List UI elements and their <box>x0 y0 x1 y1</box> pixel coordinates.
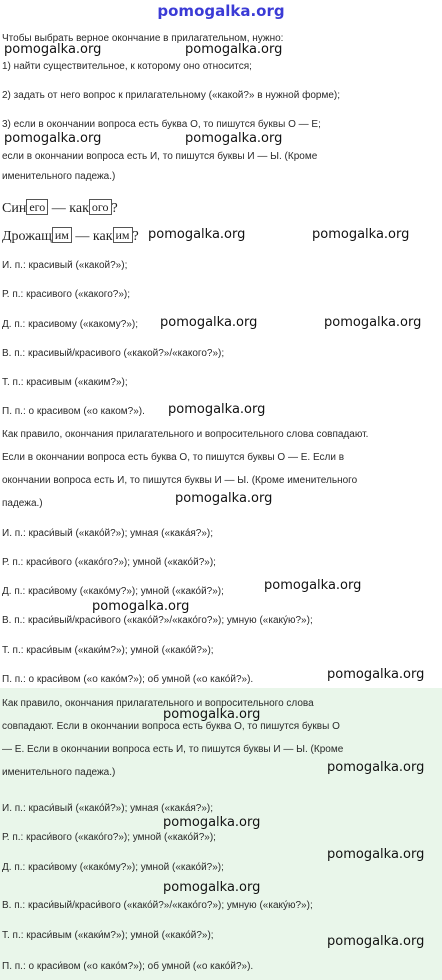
watermark: pomogalka.org <box>163 707 261 722</box>
question-mark: ? <box>132 229 139 244</box>
watermark: pomogalka.org <box>324 315 422 330</box>
question-mark: ? <box>111 201 118 216</box>
rule-line: Как правило, окончания прилагательного и вопросительного слова <box>2 698 314 709</box>
case-line: Т. п.: красивым («каким?»); <box>2 377 128 388</box>
case-line: В. п.: красивый/красивого («какой?»/«какого?»); <box>2 348 225 359</box>
case-line: Д. п.: красивому («какому?»); <box>2 319 139 330</box>
case-line: Р. п.: краси́вого («како́го?»); умной («како́й?»); <box>2 832 216 843</box>
watermark: pomogalka.org <box>4 131 102 146</box>
watermark: pomogalka.org <box>168 402 266 417</box>
watermark: pomogalka.org <box>163 815 261 830</box>
watermark: pomogalka.org <box>185 131 283 146</box>
case-line: Р. п.: краси́вого («како́го?»); умной («како́й?»); <box>2 557 216 568</box>
watermark: pomogalka.org <box>327 760 425 775</box>
intro-step-2: 2) задать от него вопрос к прилагательному («какой?» в нужной форме); <box>2 90 341 101</box>
rule-line: Как правило, окончания прилагательного и вопросительного слова совпадают. <box>2 429 369 440</box>
case-line: В. п.: краси́вый/краси́вого («како́й?»/«како́го?»); умную («каку́ю?»); <box>2 615 313 626</box>
case-line: Д. п.: краси́вому («како́му?»); умной («како́й?»); <box>2 862 224 873</box>
intro-step-3: 3) если в окончании вопроса есть буква О, то пишутся буквы О — Е; <box>2 119 321 130</box>
watermark: pomogalka.org <box>327 934 425 949</box>
case-line: П. п.: о краси́вом («о како́м?»); об умной («о како́й?»). <box>2 961 254 972</box>
watermark: pomogalka.org <box>160 315 258 330</box>
site-header-logo[interactable]: pomogalka.org <box>157 2 285 20</box>
watermark: pomogalka.org <box>92 599 190 614</box>
case-line: П. п.: о краси́вом («о како́м?»); об умной («о како́й?»). <box>2 674 254 685</box>
rule-line: совпадают. Если в окончании вопроса есть буква О, то пишутся буквы О <box>2 721 340 732</box>
ending-box: им <box>52 227 72 243</box>
intro-step-3-cont: если в окончании вопроса есть И, то пишутся буквы И — Ы. (Кроме <box>2 151 318 162</box>
case-line: Т. п.: краси́вым («каки́м?»); умной («како́й?»); <box>2 930 214 941</box>
rule-line: — Е. Если в окончании вопроса есть И, то пишутся буквы И — Ы. (Кроме <box>2 744 344 755</box>
watermark: pomogalka.org <box>264 578 362 593</box>
rule-line: Если в окончании вопроса есть буква О, то пишутся буквы О — Е. Если в <box>2 452 345 463</box>
case-line: И. п.: красивый («какой?»); <box>2 260 128 271</box>
intro-step-1: 1) найти существительное, к которому оно относится; <box>2 61 252 72</box>
watermark: pomogalka.org <box>327 667 425 682</box>
intro-step-3-cont2: именительного падежа.) <box>2 171 116 182</box>
rule-line: падежа.) <box>2 498 43 509</box>
question-ending-box: ого <box>89 199 112 215</box>
watermark: pomogalka.org <box>148 227 246 242</box>
example-row-2 <box>2 227 139 245</box>
watermark: pomogalka.org <box>327 847 425 862</box>
case-line: Д. п.: краси́вому («како́му?»); умной («како́й?»); <box>2 586 224 597</box>
watermark: pomogalka.org <box>4 42 102 57</box>
example-stem: Син <box>2 201 27 216</box>
watermark: pomogalka.org <box>312 227 410 242</box>
case-line: И. п.: краси́вый («како́й?»); умная («кака́я?»); <box>2 803 214 814</box>
example-question: — как <box>71 229 113 244</box>
rule-line: именительного падежа.) <box>2 767 116 778</box>
case-line: П. п.: о красивом («о каком?»). <box>2 406 145 417</box>
watermark: pomogalka.org <box>175 491 273 506</box>
watermark: pomogalka.org <box>163 880 261 895</box>
example-stem: Дрожащ <box>2 229 52 244</box>
ending-box: его <box>26 199 48 215</box>
watermark: pomogalka.org <box>185 42 283 57</box>
case-line: Р. п.: красивого («какого?»); <box>2 289 131 300</box>
example-question: — как <box>48 201 89 216</box>
intro-line: Чтобы выбрать верное окончание в прилагательном, нужно: <box>2 33 284 44</box>
case-line: И. п.: краси́вый («како́й?»); умная («кака́я?»); <box>2 528 214 539</box>
case-line: Т. п.: краси́вым («каки́м?»); умной («како́й?»); <box>2 645 214 656</box>
question-ending-box: им <box>113 227 133 243</box>
case-line: В. п.: краси́вый/краси́вого («како́й?»/«како́го?»); умную («каку́ю?»); <box>2 900 313 911</box>
rule-line: окончании вопроса есть И, то пишутся буквы И — Ы. (Кроме именительного <box>2 475 358 486</box>
example-row-1 <box>2 199 118 217</box>
